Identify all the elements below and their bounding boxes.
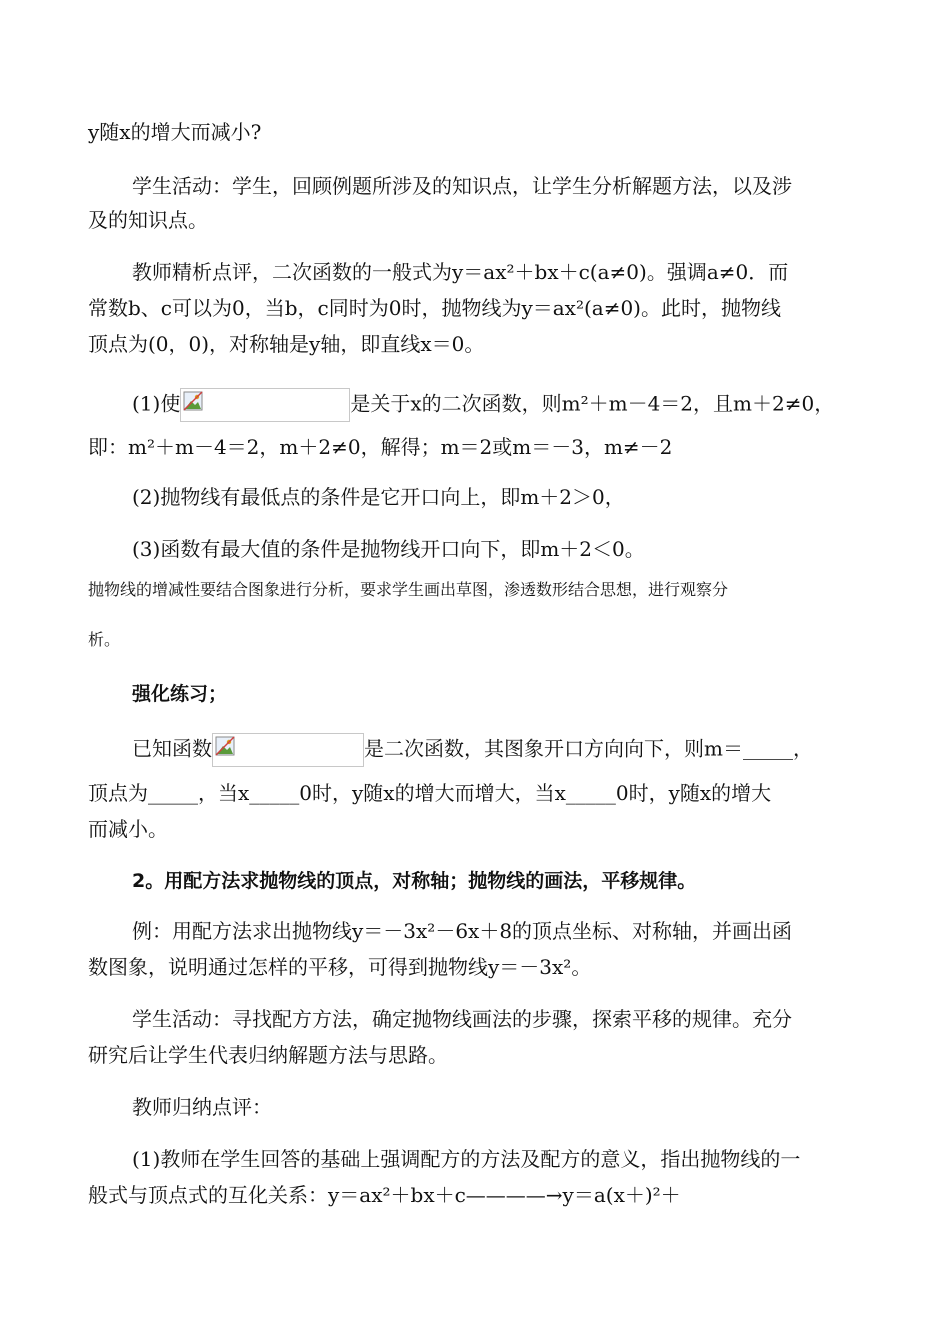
text-line: 研究后让学生代表归纳解题方法与思路。	[88, 1043, 448, 1067]
text-line: (2)抛物线有最低点的条件是它开口向上，即m＋2＞0，	[132, 485, 625, 509]
text-line: 教师归纳点评：	[132, 1095, 272, 1119]
section-heading: 2。用配方法求抛物线的顶点，对称轴；抛物线的画法，平移规律。	[132, 870, 697, 892]
section-heading: 强化练习；	[132, 683, 228, 705]
text-line: (1)教师在学生回答的基础上强调配方的方法及配方的意义，指出抛物线的一	[132, 1147, 801, 1171]
text-line: (3)函数有最大值的条件是抛物线开口向下，即m＋2＜0。	[132, 537, 645, 561]
formula-image	[180, 388, 350, 422]
text-line: 教师精析点评，二次函数的一般式为y＝ax²＋bx＋c(a≠0)。强调a≠0．而	[132, 260, 789, 284]
text-line: 学生活动：学生，回顾例题所涉及的知识点，让学生分析解题方法，以及涉	[132, 174, 792, 198]
broken-image-icon	[183, 391, 203, 411]
text-span: 是关于x的二次函数，则m²＋m－4＝2，且m＋2≠0，	[350, 391, 835, 416]
text-line: 析。	[88, 630, 121, 649]
text-line: y随x的增大而减小?	[88, 120, 262, 144]
broken-image-icon	[215, 736, 235, 756]
text-line: 数图象，说明通过怎样的平移，可得到抛物线y＝－3x²。	[88, 955, 592, 979]
text-span: (1)使	[132, 391, 181, 416]
text-line: 而减小。	[88, 817, 168, 841]
text-span: 是二次函数，其图象开口方向向下，则m＝_____，	[364, 736, 813, 761]
text-span: 已知函数	[132, 736, 212, 761]
text-line: 顶点为_____，当x_____0时，y随x的增大而增大，当x_____0时，y随x的增大	[88, 781, 772, 805]
text-line: 例：用配方法求出抛物线y＝－3x²－6x＋8的顶点坐标、对称轴，并画出函	[132, 919, 793, 943]
text-line: 学生活动：寻找配方方法，确定抛物线画法的步骤，探索平移的规律。充分	[132, 1007, 792, 1031]
text-line	[132, 733, 813, 767]
text-line	[132, 388, 834, 422]
text-line: 及的知识点。	[88, 208, 208, 232]
text-line: 般式与顶点式的互化关系：y＝ax²＋bx＋c————→y＝a(x＋)²＋	[88, 1183, 681, 1207]
text-line: 即：m²＋m－4＝2，m＋2≠0，解得；m＝2或m＝－3，m≠－2	[88, 435, 673, 459]
text-line: 抛物线的增减性要结合图象进行分析，要求学生画出草图，渗透数形结合思想，进行观察分	[88, 580, 729, 599]
formula-image	[212, 733, 364, 767]
text-line: 顶点为(0，0)，对称轴是y轴，即直线x＝0。	[88, 332, 485, 356]
text-line: 常数b、c可以为0，当b，c同时为0时，抛物线为y＝ax²(a≠0)。此时，抛物线	[88, 296, 781, 320]
